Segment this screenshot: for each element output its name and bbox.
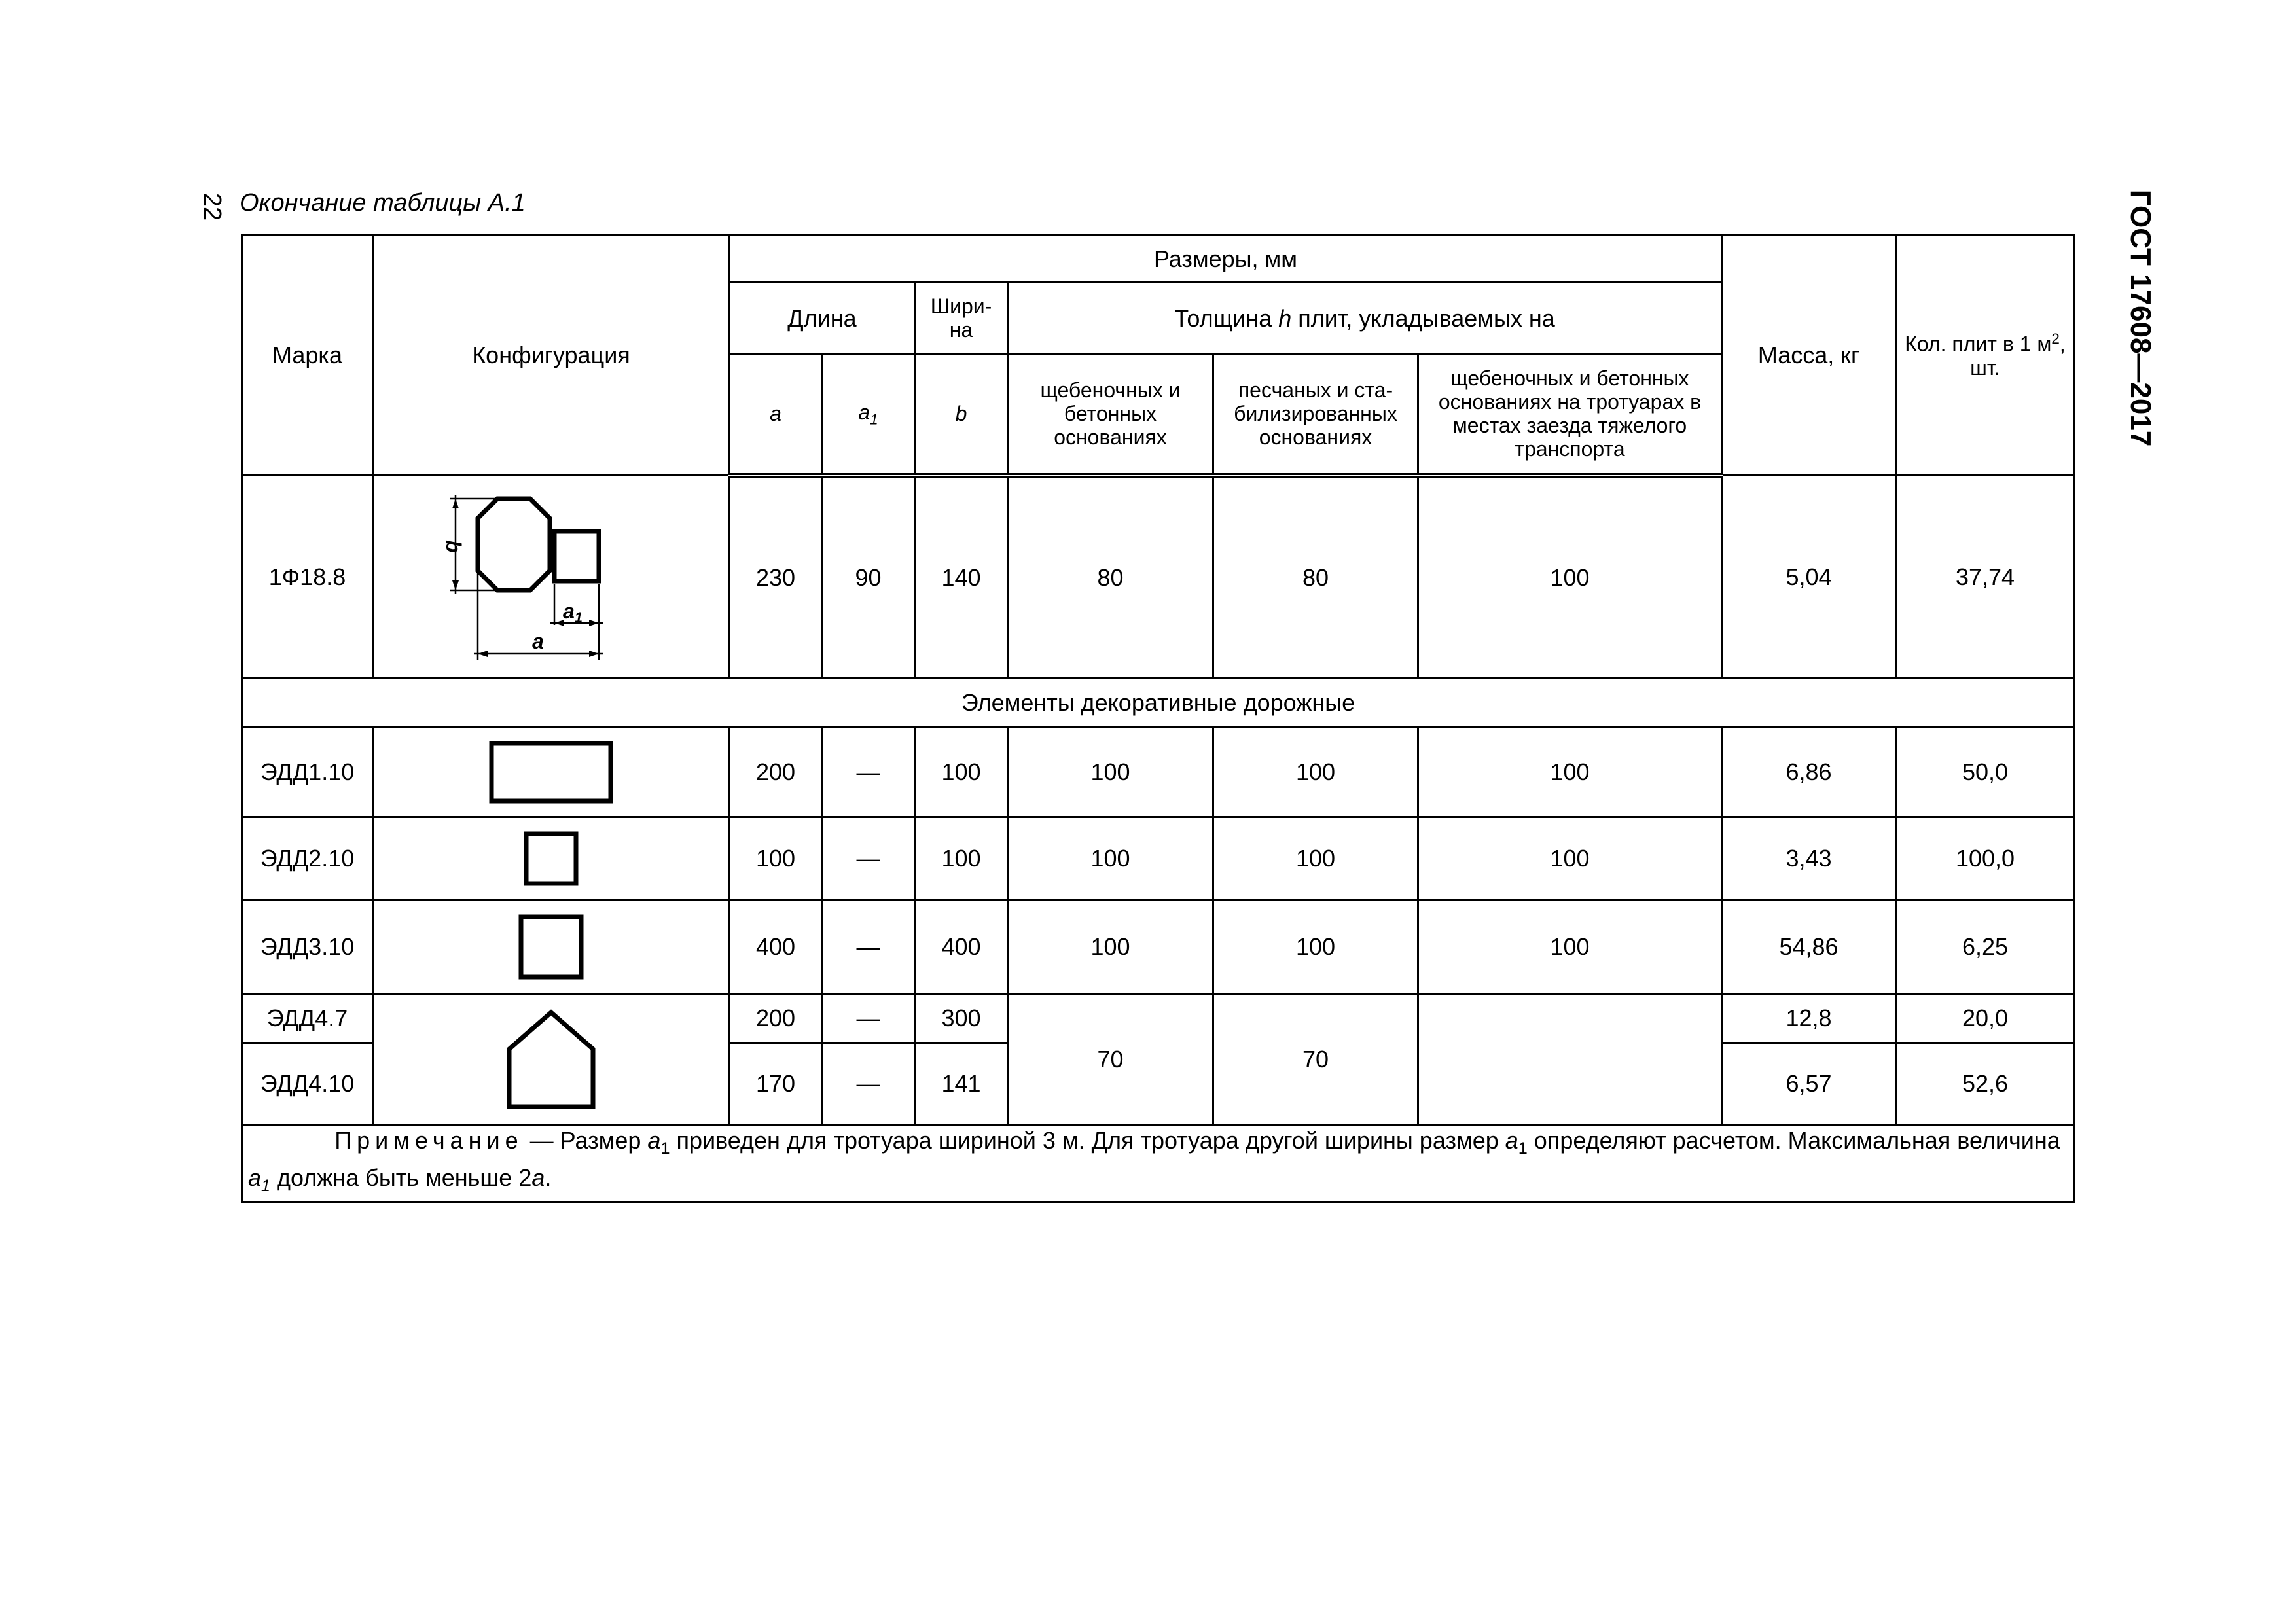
header-col-a1: $a_1$ [822, 355, 915, 476]
document-code [2121, 189, 2160, 447]
pentagon-shape [505, 1008, 597, 1111]
cell-sand: 100 [1213, 817, 1418, 901]
cell-sand: 100 [1213, 728, 1418, 817]
header-configuration: Конфигурация [373, 236, 730, 476]
octagon-shape [478, 499, 550, 590]
rectangle-shape [489, 741, 613, 804]
cell-b: 300 [915, 994, 1008, 1043]
header-col-a: a [730, 355, 822, 476]
square-insert-shape [554, 531, 599, 581]
header-row-1 [242, 236, 2075, 283]
header-width: Шири-на [915, 283, 1008, 355]
cell-count: 52,6 [1896, 1043, 2075, 1125]
section-title: Элементы декоративные дорожные [242, 679, 2075, 728]
cell-a1: — [822, 728, 915, 817]
cell-configuration [373, 901, 730, 994]
header-dimensions: Размеры, мм [730, 236, 1722, 283]
cell-count: 6,25 [1896, 901, 2075, 994]
cell-sand: 100 [1213, 901, 1418, 994]
cell-mark: ЭДД4.7 [242, 994, 373, 1043]
cell-sidewalk [1418, 994, 1722, 1125]
row-edd1-10 [242, 728, 2075, 817]
cell-sidewalk: 100 [1418, 901, 1722, 994]
header-col-b: b [915, 355, 1008, 476]
cell-mark: 1Ф18.8 [242, 476, 373, 679]
cell-b: 140 [915, 476, 1008, 679]
header-sidewalk: щебеночных и бетонных основаниях на тротуарах в местах заезда тяжелого транспорта [1418, 355, 1722, 476]
cell-a1: — [822, 817, 915, 901]
cell-a: 200 [730, 994, 822, 1043]
dim-label-a: a [532, 629, 544, 653]
cell-crushed: 80 [1008, 476, 1213, 679]
cell-a1: 90 [822, 476, 915, 679]
cell-count: 37,74 [1896, 476, 2075, 679]
header-sand: песчаных и ста-билизированных основаниях [1213, 355, 1418, 476]
cell-sand: 80 [1213, 476, 1418, 679]
cell-count: 20,0 [1896, 994, 2075, 1043]
cell-count: 100,0 [1896, 817, 2075, 901]
square-shape [518, 914, 584, 980]
row-edd2-10 [242, 817, 2075, 901]
cell-mass: 12,8 [1722, 994, 1896, 1043]
cell-mark: ЭДД1.10 [242, 728, 373, 817]
dim-label-a1: a1 [562, 599, 583, 626]
cell-a1: — [822, 901, 915, 994]
small-square-shape [524, 831, 579, 886]
table-a1 [241, 234, 2075, 1203]
note-label: Примечание [334, 1127, 524, 1154]
cell-mark: ЭДД2.10 [242, 817, 373, 901]
cell-mass: 6,86 [1722, 728, 1896, 817]
cell-a1: — [822, 1043, 915, 1125]
cell-a: 400 [730, 901, 822, 994]
note-row [242, 1125, 2075, 1202]
header-crushed: щебеночных и бетонных основаниях [1008, 355, 1213, 476]
cell-sidewalk: 100 [1418, 476, 1722, 679]
row-1f18-8 [242, 476, 2075, 679]
cell-mass: 3,43 [1722, 817, 1896, 901]
row-edd4-7 [242, 994, 2075, 1043]
cell-crushed: 100 [1008, 901, 1213, 994]
cell-a: 200 [730, 728, 822, 817]
cell-sidewalk: 100 [1418, 817, 1722, 901]
cell-a1: — [822, 994, 915, 1043]
header-count: Кол. плит в 1 $м^2$, шт. [1896, 236, 2075, 476]
cell-crushed: 70 [1008, 994, 1213, 1125]
cell-mass: 5,04 [1722, 476, 1896, 679]
document-code-text: ГОСТ 17608—2017 [2125, 189, 2157, 447]
page-number: 22 [198, 192, 226, 221]
cell-mass: 6,57 [1722, 1043, 1896, 1125]
cell-configuration [373, 994, 730, 1125]
cell-b: 400 [915, 901, 1008, 994]
cell-configuration [373, 476, 730, 679]
dim-label-b: b [442, 539, 465, 553]
cell-b: 141 [915, 1043, 1008, 1125]
cell-sidewalk: 100 [1418, 728, 1722, 817]
header-mark: Марка [242, 236, 373, 476]
octagon-tile-drawing [440, 489, 662, 666]
section-row [242, 679, 2075, 728]
cell-count: 50,0 [1896, 728, 2075, 817]
header-length: Длина [730, 283, 915, 355]
cell-a: 230 [730, 476, 822, 679]
cell-mass: 54,86 [1722, 901, 1896, 994]
cell-sand: 70 [1213, 994, 1418, 1125]
cell-mark: ЭДД4.10 [242, 1043, 373, 1125]
cell-configuration [373, 817, 730, 901]
header-mass: Масса, кг [1722, 236, 1896, 476]
table-caption: Окончание таблицы А.1 [240, 189, 526, 217]
table-note: Примечание — Размер $a_1$ приведен для тротуара шириной 3 м. Для тротуара другой ширины размер $a_1$ определяют расчетом. Максимальная величина $a_1$ должна быть меньше 2a. [242, 1125, 2075, 1202]
cell-crushed: 100 [1008, 728, 1213, 817]
row-edd3-10 [242, 901, 2075, 994]
cell-a: 100 [730, 817, 822, 901]
cell-b: 100 [915, 817, 1008, 901]
cell-crushed: 100 [1008, 817, 1213, 901]
header-thickness: Толщина h плит, укладываемых на [1008, 283, 1722, 355]
cell-mark: ЭДД3.10 [242, 901, 373, 994]
cell-configuration [373, 728, 730, 817]
cell-a: 170 [730, 1043, 822, 1125]
cell-b: 100 [915, 728, 1008, 817]
